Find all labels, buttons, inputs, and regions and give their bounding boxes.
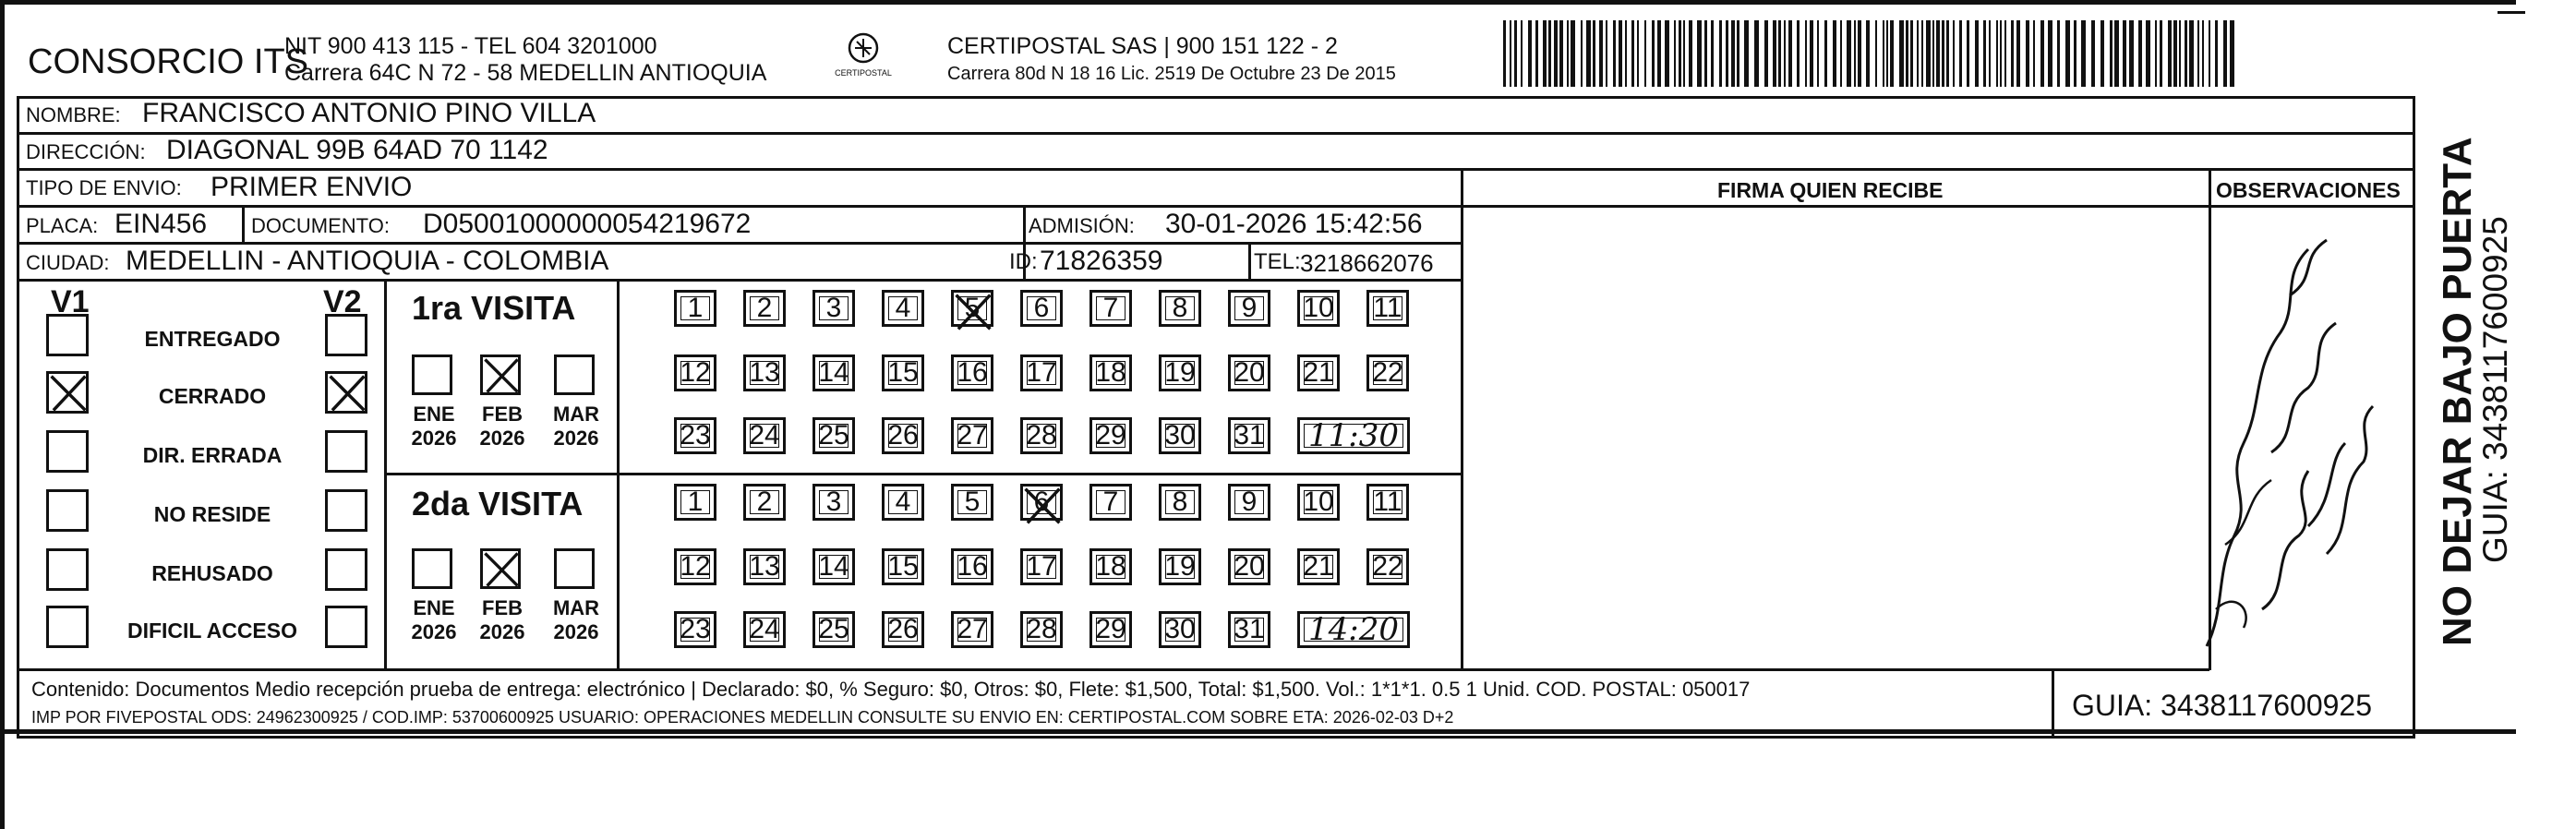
svg-text:CERTIPOSTAL: CERTIPOSTAL — [835, 68, 892, 78]
visit2-month-checkbox[interactable] — [412, 548, 452, 589]
v1-checkbox[interactable] — [46, 314, 89, 356]
visit2-title: 2da VISITA — [412, 485, 584, 523]
visit2-day-number: 8 — [1172, 487, 1188, 517]
footer-line-1: Contenido: Documentos Medio recepción prueba de entrega: electrónico | Declarado: $0, % Seguro: $0, Otros: $0, Flete: $1,500, Total: $1,500. Vol.: 1*1*1. 0.5 1 Unid. COD. POSTAL: 050017 — [31, 678, 1751, 701]
visit2-month-label: FEB — [482, 596, 523, 619]
row-divider — [17, 242, 1463, 245]
visit1-day-number: 28 — [1026, 420, 1057, 451]
visit1-time-box[interactable] — [1297, 417, 1410, 454]
visit2-day-number: 4 — [895, 487, 911, 517]
visit1-day-number: 7 — [1102, 293, 1119, 323]
company-name: CONSORCIO ITS — [28, 42, 309, 81]
visit2-day-box[interactable] — [1297, 548, 1340, 585]
row-divider — [17, 279, 1463, 282]
visit2-day-box[interactable] — [1020, 611, 1063, 648]
row-divider — [17, 168, 2415, 171]
visit2-day-number: 19 — [1164, 551, 1196, 582]
visit1-day-number: 11 — [1373, 293, 1402, 323]
visit1-day-number: 15 — [887, 357, 919, 388]
visit1-month-checkbox[interactable] — [554, 354, 595, 395]
v1-checkbox[interactable] — [46, 606, 89, 648]
visit2-day-number: 7 — [1102, 487, 1119, 517]
visit2-day-number: 18 — [1095, 551, 1126, 582]
visit1-day-box[interactable] — [882, 354, 924, 391]
visit1-month-label: MAR — [552, 402, 600, 426]
visit2-day-box[interactable] — [813, 484, 855, 521]
visit2-day-box[interactable] — [743, 548, 786, 585]
visit1-day-number: 22 — [1372, 357, 1403, 388]
status-option-label: REHUSADO — [151, 561, 273, 585]
visit2-day-box[interactable] — [882, 548, 924, 585]
status-option-label: DIFICIL ACCESO — [126, 619, 297, 643]
visit1-day-number: 21 — [1303, 357, 1334, 388]
visit2-day-number: 29 — [1095, 614, 1126, 644]
placa-value: EIN456 — [114, 209, 208, 239]
visit1-day-number: 5 — [964, 293, 981, 323]
visit2-day-box[interactable] — [951, 611, 993, 648]
visit1-day-number: 9 — [1241, 293, 1258, 323]
visit1-day-box[interactable] — [1020, 354, 1063, 391]
visit2-day-box[interactable] — [743, 611, 786, 648]
firma-header: FIRMA QUIEN RECIBE — [1717, 178, 1944, 202]
visit1-day-box[interactable] — [1297, 290, 1340, 327]
tel-value: 3218662076 — [1300, 249, 1434, 277]
visit1-day-box[interactable] — [1366, 290, 1409, 327]
v2-checkbox[interactable] — [325, 430, 367, 473]
footer-divider — [17, 668, 2209, 671]
documento-label: DOCUMENTO: — [251, 214, 390, 237]
v2-checkbox[interactable] — [325, 489, 367, 532]
visit1-day-number: 4 — [895, 293, 911, 323]
visit2-day-box[interactable] — [1159, 484, 1201, 521]
visit2-divider — [617, 475, 620, 670]
company-line-1: NIT 900 413 115 - TEL 604 3201000 — [284, 33, 657, 59]
courier-line-2: Carrera 80d N 18 16 Lic. 2519 De Octubre 23 De 2015 — [947, 64, 1396, 84]
cell-divider — [242, 205, 245, 244]
visit2-day-number: 13 — [749, 551, 780, 582]
visit1-day-number: 30 — [1164, 420, 1196, 451]
visit2-day-box[interactable] — [743, 484, 786, 521]
admision-value: 30-01-2026 15:42:56 — [1165, 209, 1423, 239]
visit1-month-checkbox[interactable] — [412, 354, 452, 395]
visit1-day-box[interactable] — [1297, 354, 1340, 391]
v1-checkbox[interactable] — [46, 430, 89, 473]
visit1-day-box[interactable] — [674, 354, 716, 391]
visit2-day-box[interactable] — [1020, 548, 1063, 585]
tipo-label: TIPO DE ENVIO: — [26, 176, 182, 199]
visit1-month-label: ENE — [413, 402, 455, 426]
visit2-day-box[interactable] — [674, 548, 716, 585]
visit2-day-number: 21 — [1303, 551, 1334, 582]
visit1-day-box[interactable] — [1228, 290, 1270, 327]
visit2-day-box[interactable] — [1228, 484, 1270, 521]
visit2-day-number: 25 — [818, 614, 849, 644]
visit2-day-box[interactable] — [813, 548, 855, 585]
visit2-day-box[interactable] — [1366, 484, 1409, 521]
visit2-year-label: 2026 — [479, 620, 525, 643]
visit1-day-number: 14 — [818, 357, 849, 388]
visit2-day-box[interactable] — [1089, 611, 1132, 648]
visit1-day-box[interactable] — [813, 354, 855, 391]
visit1-day-box[interactable] — [1020, 290, 1063, 327]
visit1-day-box[interactable] — [1159, 354, 1201, 391]
visit1-year-label: 2026 — [553, 427, 599, 450]
visit1-day-number: 27 — [957, 420, 988, 451]
visit2-day-number: 10 — [1303, 487, 1334, 517]
visit1-day-box[interactable] — [743, 290, 786, 327]
v2-checkbox[interactable] — [325, 371, 367, 414]
side-guia: GUIA: 3438117600925 — [2476, 216, 2514, 563]
v1-checkbox[interactable] — [46, 489, 89, 532]
visit2-time-value: 14:20 — [1308, 611, 1399, 648]
left-border — [0, 0, 5, 829]
documento-value: D05001000000054219672 — [423, 209, 752, 239]
visit2-day-box[interactable] — [1297, 484, 1340, 521]
visit2-day-box[interactable] — [1366, 548, 1409, 585]
visit2-day-number: 3 — [825, 487, 842, 517]
visit1-day-number: 26 — [887, 420, 919, 451]
visit2-month-label: MAR — [552, 596, 600, 619]
visit1-day-box[interactable] — [951, 417, 993, 454]
visit1-title: 1ra VISITA — [412, 289, 576, 327]
id-value: 71826359 — [1040, 246, 1163, 276]
visit2-day-box[interactable] — [1089, 484, 1132, 521]
visit1-time-value: 11:30 — [1308, 417, 1399, 454]
visit1-day-number: 13 — [749, 357, 780, 388]
visit1-day-number: 24 — [749, 420, 780, 451]
visit2-day-number: 26 — [887, 614, 919, 644]
visit1-divider — [617, 279, 620, 475]
visit1-year-label: 2026 — [479, 427, 525, 450]
v2-label: V2 — [323, 284, 362, 319]
visit2-day-box[interactable] — [1228, 548, 1270, 585]
visit2-day-number: 24 — [749, 614, 780, 644]
visit2-day-number: 30 — [1164, 614, 1196, 644]
footer-line-2: IMP POR FIVEPOSTAL ODS: 24962300925 / COD.IMP: 53700600925 USUARIO: OPERACIONES MEDELLIN CONSULTE SU ENVIO EN: CERTIPOSTAL.COM SOBRE ETA: 2026-02-03 D+2 — [31, 708, 1454, 727]
v1-label: V1 — [51, 284, 90, 319]
visit2-day-number: 6 — [1033, 487, 1050, 517]
visit2-day-number: 31 — [1234, 614, 1265, 644]
ciudad-label: CIUDAD: — [26, 251, 110, 274]
visit1-month-checkbox[interactable] — [480, 354, 521, 395]
visit2-day-box[interactable] — [1228, 611, 1270, 648]
nombre-label: NOMBRE: — [26, 103, 121, 126]
visit2-month-checkbox[interactable] — [554, 548, 595, 589]
visit1-day-box[interactable] — [674, 417, 716, 454]
ciudad-value: MEDELLIN - ANTIOQUIA - COLOMBIA — [126, 246, 609, 276]
cell-divider — [1248, 242, 1251, 281]
courier-line-1: CERTIPOSTAL SAS | 900 151 122 - 2 — [947, 33, 1338, 59]
v2-checkbox[interactable] — [325, 548, 367, 591]
visit2-day-box[interactable] — [951, 548, 993, 585]
guia-divider — [2052, 668, 2054, 739]
visit1-day-number: 25 — [818, 420, 849, 451]
visit1-day-box[interactable] — [1020, 417, 1063, 454]
status-option-label: NO RESIDE — [153, 502, 271, 526]
visit1-day-number: 6 — [1033, 293, 1050, 323]
v1-checkbox[interactable] — [46, 371, 89, 414]
visit2-year-label: 2026 — [553, 620, 599, 643]
visit2-day-box[interactable] — [813, 611, 855, 648]
visit2-day-box[interactable] — [1159, 611, 1201, 648]
visit2-day-number: 23 — [680, 614, 711, 644]
side-title: NO DEJAR BAJO PUERTA — [2435, 137, 2480, 646]
v2-checkbox[interactable] — [325, 314, 367, 356]
visit1-day-box[interactable] — [1089, 417, 1132, 454]
visit1-day-number: 8 — [1172, 293, 1188, 323]
visit2-day-number: 11 — [1373, 487, 1402, 517]
visit1-month-label: FEB — [482, 402, 523, 426]
visit1-day-box[interactable] — [951, 290, 993, 327]
visit1-day-box[interactable] — [743, 354, 786, 391]
visit1-day-box[interactable] — [1228, 417, 1270, 454]
id-label: ID: — [1009, 249, 1038, 274]
observaciones-signature — [2197, 222, 2382, 674]
v1-checkbox[interactable] — [46, 548, 89, 591]
visit-divider — [384, 473, 1463, 475]
observaciones-header: OBSERVACIONES — [2216, 178, 2401, 202]
visit1-day-number: 2 — [756, 293, 773, 323]
visit2-day-box[interactable] — [882, 611, 924, 648]
visit2-day-number: 28 — [1026, 614, 1057, 644]
visit1-day-box[interactable] — [951, 354, 993, 391]
visit1-day-box[interactable] — [813, 290, 855, 327]
visit1-day-number: 16 — [957, 357, 988, 388]
visit1-day-box[interactable] — [1366, 354, 1409, 391]
visit1-day-number: 31 — [1234, 420, 1265, 451]
visit1-day-number: 20 — [1234, 357, 1265, 388]
visit1-day-number: 10 — [1303, 293, 1334, 323]
visit2-day-box[interactable] — [951, 484, 993, 521]
visit2-day-number: 17 — [1026, 551, 1057, 582]
status-option-label: CERRADO — [158, 384, 267, 408]
visit1-day-number: 23 — [680, 420, 711, 451]
visit2-day-number: 16 — [957, 551, 988, 582]
right-edge-mark — [2498, 11, 2525, 14]
company-line-2: Carrera 64C N 72 - 58 MEDELLIN ANTIOQUIA — [284, 60, 767, 86]
tipo-value: PRIMER ENVIO — [211, 172, 413, 202]
visit2-time-box[interactable] — [1297, 611, 1410, 648]
visit2-day-number: 9 — [1241, 487, 1258, 517]
visit2-day-number: 14 — [818, 551, 849, 582]
visit2-day-number: 20 — [1234, 551, 1265, 582]
visit1-year-label: 2026 — [411, 427, 457, 450]
visit2-day-number: 27 — [957, 614, 988, 644]
visit2-day-number: 5 — [964, 487, 981, 517]
direccion-value: DIAGONAL 99B 64AD 70 1142 — [166, 135, 548, 165]
visit2-day-box[interactable] — [1020, 484, 1063, 521]
row-divider — [17, 205, 2415, 208]
visit1-day-box[interactable] — [882, 417, 924, 454]
nombre-value: FRANCISCO ANTONIO PINO VILLA — [142, 98, 596, 128]
visit2-day-number: 2 — [756, 487, 773, 517]
placa-label: PLACA: — [26, 214, 99, 237]
visit1-day-box[interactable] — [1089, 290, 1132, 327]
visit1-day-number: 17 — [1026, 357, 1057, 388]
visit2-day-box[interactable] — [674, 611, 716, 648]
visit1-day-box[interactable] — [882, 290, 924, 327]
tel-label: TEL: — [1254, 249, 1301, 274]
certipostal-logo — [831, 28, 896, 85]
v2-checkbox[interactable] — [325, 606, 367, 648]
status-option-label: DIR. ERRADA — [142, 443, 283, 467]
visit2-month-label: ENE — [413, 596, 455, 619]
visit2-day-number: 1 — [687, 487, 704, 517]
status-option-label: ENTREGADO — [144, 327, 281, 351]
direccion-label: DIRECCIÓN: — [26, 140, 146, 163]
admision-label: ADMISIÓN: — [1029, 214, 1135, 237]
visit1-day-box[interactable] — [743, 417, 786, 454]
visit1-day-box[interactable] — [1228, 354, 1270, 391]
top-border — [0, 0, 2516, 5]
visit1-day-number: 29 — [1095, 420, 1126, 451]
visit1-day-box[interactable] — [1089, 354, 1132, 391]
visit2-day-box[interactable] — [882, 484, 924, 521]
visit2-month-checkbox[interactable] — [480, 548, 521, 589]
visit1-day-number: 1 — [687, 293, 704, 323]
visit2-day-number: 15 — [887, 551, 919, 582]
visit2-day-number: 22 — [1372, 551, 1403, 582]
visit2-day-box[interactable] — [1159, 548, 1201, 585]
visit2-year-label: 2026 — [411, 620, 457, 643]
visit1-day-number: 18 — [1095, 357, 1126, 388]
visit1-day-number: 3 — [825, 293, 842, 323]
visit1-day-box[interactable] — [1159, 417, 1201, 454]
visit2-day-box[interactable] — [1089, 548, 1132, 585]
visit1-day-box[interactable] — [1159, 290, 1201, 327]
visit1-day-number: 19 — [1164, 357, 1196, 388]
visit1-day-box[interactable] — [813, 417, 855, 454]
barcode — [1503, 20, 2234, 87]
visit1-day-box[interactable] — [674, 290, 716, 327]
footer-guia: GUIA: 3438117600925 — [2072, 689, 2372, 722]
visit2-day-number: 12 — [680, 551, 711, 582]
visit1-day-number: 12 — [680, 357, 711, 388]
visit2-day-box[interactable] — [674, 484, 716, 521]
